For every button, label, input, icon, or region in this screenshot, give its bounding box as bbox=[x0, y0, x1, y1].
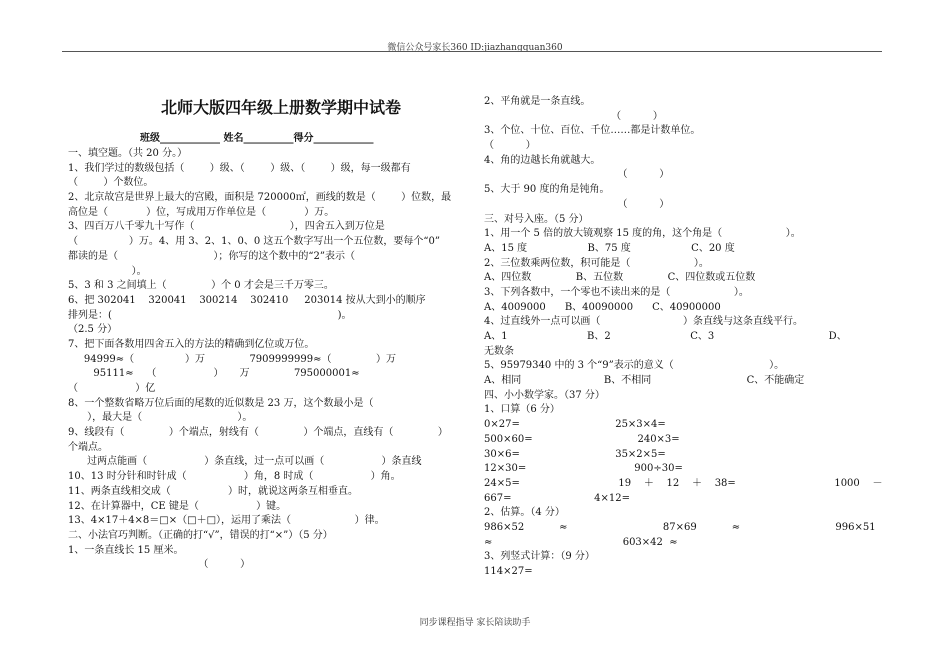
text-line: 13、4×17＋4×8＝□×（□＋□），运用了乘法（ ）律。 bbox=[68, 515, 385, 527]
text-line: 94999≈（ ）万 7909999999≈（ ）万 bbox=[68, 353, 396, 365]
text-line: 30×6= 35×2×5= bbox=[484, 448, 666, 460]
text-line: ）。 bbox=[68, 265, 147, 277]
text-line: A、相同 B、不相同 C、不能确定 bbox=[484, 375, 805, 387]
text-line: 7、把下面各数用四舍五入的方法的精确到亿位或万位。 bbox=[68, 338, 315, 350]
text-line: （ ）亿 bbox=[68, 383, 156, 394]
text-line: 8、一个整数省略万位后面的尾数的近似数是 23 万，这个数最小是（ bbox=[68, 397, 374, 409]
text-line: 3、个位、十位、百位、千位……都是计数单位。 bbox=[484, 125, 701, 137]
text-line: 0×27= 25×3×4= bbox=[484, 419, 666, 431]
page-header: 微信公众号家长360 ID:jiazhangquan360 bbox=[387, 43, 563, 53]
text-line: A、1 B、2 C、3 D、 bbox=[484, 331, 847, 342]
text-line: 4、过直线外一点可以画（ ）条直线与这条直线平行。 bbox=[484, 316, 804, 328]
text-line: 5、95979340 中的 3 个“9”表示的意义（ ）。 bbox=[484, 360, 785, 372]
text-line: 无数条 bbox=[484, 345, 514, 357]
text-line: 500×60= 240×3= bbox=[484, 433, 680, 445]
text-line: （2.5 分） bbox=[68, 324, 118, 336]
text-line: A、4009000 B、40090000 C、40900000 bbox=[484, 301, 721, 313]
text-line: （ ） bbox=[484, 110, 663, 122]
text-line: 986×52 ≈ 87×69 ≈ 996×51 bbox=[484, 521, 876, 533]
text-line: （ ）万。4、用 3、2、1、0、0 这五个数字写出一个五位数，要每个“0” bbox=[68, 236, 440, 248]
text-line: 三、对号入座。（5 分） bbox=[484, 213, 589, 225]
text-line: （ ） bbox=[484, 198, 670, 210]
text-line: 1、我们学过的数级包括（ ）级、（ ）级、（ ）级，每一级都有 bbox=[68, 162, 411, 174]
text-line: （ ） bbox=[68, 559, 251, 571]
text-line: 667= 4×12= bbox=[484, 492, 630, 504]
text-line: 12、在计算器中，CE 键是（ ）键。 bbox=[68, 500, 287, 512]
text-line: 95111≈ （ ） 万 795000001≈ bbox=[68, 368, 360, 380]
text-line: 2、估算。（4 分） bbox=[484, 507, 565, 519]
text-line: 个端点。 bbox=[68, 441, 108, 453]
right-question-lines bbox=[484, 95, 886, 580]
text-line: A、15 度 B、75 度 C、20 度 bbox=[484, 242, 735, 254]
text-line: ），最大是（ ）。 bbox=[68, 412, 253, 424]
text-line: （ ） bbox=[484, 140, 536, 152]
text-line: 11、两条直线相交成（ ）时，就说这两条互相垂直。 bbox=[68, 485, 358, 497]
right-column bbox=[484, 95, 886, 580]
page-footer: 同步课程指导 家长陪读助手 bbox=[419, 618, 531, 628]
text-line: 2、平角就是一条直线。 bbox=[484, 96, 591, 107]
text-line: 114×27= bbox=[484, 566, 533, 577]
text-line: 都读的是（ ）；你写的这个数中的“2”表示（ bbox=[68, 250, 355, 262]
text-line: 12×30= 900÷30= bbox=[484, 463, 683, 475]
left-column bbox=[68, 95, 466, 573]
text-line: 2、三位数乘两位数，积可能是（ ）。 bbox=[484, 257, 709, 269]
text-line: （ ）个数位。 bbox=[68, 177, 154, 189]
left-question-lines bbox=[68, 147, 466, 573]
exam-title: 北师大版四年级上册数学期中试卷 bbox=[160, 98, 401, 117]
text-line: 1、用一个 5 倍的放大镜观察 15 度的角，这个角是（ ）。 bbox=[484, 228, 801, 240]
text-line: 2、北京故宫是世界上最大的宫殿，面积是 720000㎡，画线的数是（ ）位数，最 bbox=[68, 192, 452, 204]
text-line: A、四位数 B、五位数 C、四位数或五位数 bbox=[484, 272, 756, 284]
text-line: 二、小法官巧判断。（正确的打“√”，错误的打“×”）（5 分） bbox=[68, 529, 333, 541]
text-line: 5、大于 90 度的角是钝角。 bbox=[484, 184, 610, 196]
text-line: 9、线段有（ ）个端点，射线有（ ）个端点，直线有（ ） bbox=[68, 427, 448, 439]
text-line: 过两点能画（ ）条直线，过一点可以画（ ）条直线 bbox=[68, 456, 422, 468]
student-info-row: 班级____________ 姓名__________得分____________ bbox=[140, 133, 374, 144]
text-line: ≈ 603×42 ≈ bbox=[484, 536, 678, 548]
text-line: 5、3 和 3 之间填上（ ）个 0 才会是三千万零三。 bbox=[68, 280, 334, 292]
text-line: 高位是（ ）位，写成用万作单位是（ ）万。 bbox=[68, 206, 335, 218]
text-line: 1、一条直线长 15 厘米。 bbox=[68, 544, 184, 556]
text-line: 6、把 302041 320041 300214 302410 203014 按从大到小的顺序 bbox=[68, 294, 426, 306]
text-line: 4、角的边越长角就越大。 bbox=[484, 154, 601, 166]
text-line: 一、填空题。（共 20 分。） bbox=[68, 148, 188, 159]
text-line: 排列是：( )。 bbox=[68, 309, 352, 321]
text-line: （ ） bbox=[484, 169, 670, 181]
header-divider bbox=[62, 51, 882, 52]
text-line: 3、四百万八千零九十写作（ ），四舍五入到万位是 bbox=[68, 221, 385, 233]
text-line: 3、下列各数中，一个零也不读出来的是（ ）。 bbox=[484, 286, 749, 298]
text-line: 24×5= 19 ＋ 12 ＋ 38= 1000 － bbox=[484, 477, 883, 489]
text-line: 10、13 时分针和时针成（ ）角，8 时成（ ）角。 bbox=[68, 471, 401, 483]
text-line: 1、口算（6 分） bbox=[484, 404, 560, 416]
text-line: 四、小小数学家。（37 分） bbox=[484, 389, 605, 401]
text-line: 3、列竖式计算：（9 分） bbox=[484, 551, 595, 563]
